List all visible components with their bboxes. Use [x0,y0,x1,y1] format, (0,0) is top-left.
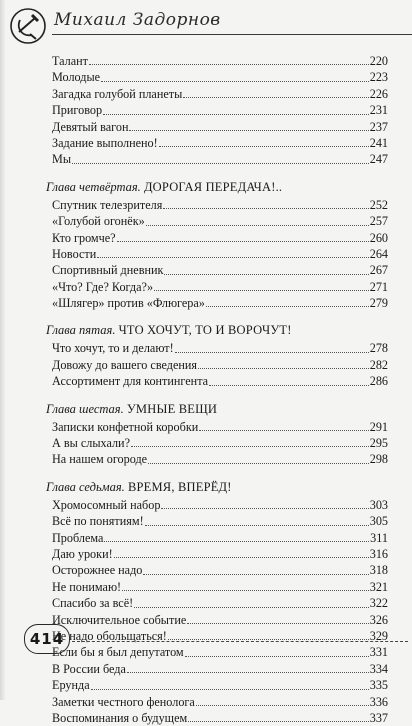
page-header [0,0,412,48]
chapter-label: Глава пятая. [46,323,116,338]
toc-entry: Не понимаю! 321 [52,579,388,594]
chapter-label: Глава четвёртая. [46,179,141,194]
chapter-heading [46,179,388,195]
toc-entry: Довожу до вашего сведения 282 [52,357,388,372]
toc-entry: «Шлягер» против «Флюгера» 279 [52,296,388,311]
hammer-and-sickle-icon [8,6,48,46]
chapter-heading [46,479,388,495]
toc-entry: А вы слыхали? 295 [52,436,388,451]
table-of-contents [46,53,388,726]
toc-entry: Спортивный дневник 267 [52,263,388,278]
toc-entry: Проблема 311 [52,530,388,545]
toc-entry: Приговор 231 [52,103,388,118]
chapter-title: ДОРОГАЯ ПЕРЕДАЧА!.. [143,179,283,194]
toc-entry: Заметки честного фенолога 336 [52,694,388,709]
toc-entry: На нашем огороде 298 [52,452,388,467]
toc-entry: Задание выполнено! 241 [52,135,388,150]
toc-entry: Ассортимент для контингента 286 [52,374,388,389]
author-name: Михаил Задорнов [54,10,221,30]
toc-entry: Новости 264 [52,246,388,261]
toc-entry: Спутник телезрителя 252 [52,197,388,212]
chapter-heading [46,322,388,338]
toc-entry: Не надо обольщаться! 329 [52,628,388,643]
toc-entry: Записки конфетной коробки 291 [52,419,388,434]
page-number: 414 [24,624,70,654]
toc-entry: Ерунда 335 [52,678,388,693]
toc-entry: Молодые 223 [52,70,388,85]
chapter-label: Глава шестая. [46,401,124,416]
chapter-title: ВРЕМЯ, ВПЕРЁД! [127,479,232,494]
toc-entry: Воспоминания о будущем 337 [52,710,388,725]
footer-rule [72,641,408,642]
chapter-label: Глава седьмая. [46,479,125,494]
toc-entry: Если бы я был депутатом 331 [52,645,388,660]
toc-entry: В России беда 334 [52,661,388,676]
toc-entry: Девятый вагон 237 [52,119,388,134]
toc-entry: Загадка голубой планеты 226 [52,86,388,101]
toc-entry: Спасибо за всё! 322 [52,596,388,611]
toc-entry: «Голубой огонёк» 257 [52,214,388,229]
toc-group-continued [46,53,388,168]
chapter-title: УМНЫЕ ВЕЩИ [126,401,218,416]
toc-entry: Талант 220 [52,54,388,68]
toc-entry: Кто громче? 260 [52,230,388,245]
chapter-title: ЧТО ХОЧУТ, ТО И ВОРОЧУТ! [118,323,292,338]
toc-entry: Даю уроки! 316 [52,546,388,561]
toc-entry: Что хочут, то и делают! 278 [52,341,388,356]
page-edge-shadow [0,0,6,700]
header-rule [52,34,412,35]
toc-entry: Хромосомный набор 303 [52,497,388,512]
toc-entry: «Что? Где? Когда?» 271 [52,279,388,294]
chapter-heading [46,401,388,417]
toc-entry: Мы 247 [52,152,388,167]
toc-entry: Всё по понятиям! 305 [52,514,388,529]
page-number-badge [20,620,72,656]
toc-entry: Осторожнее надо 318 [52,563,388,578]
toc-entry: Исключительное событие 326 [52,612,388,627]
